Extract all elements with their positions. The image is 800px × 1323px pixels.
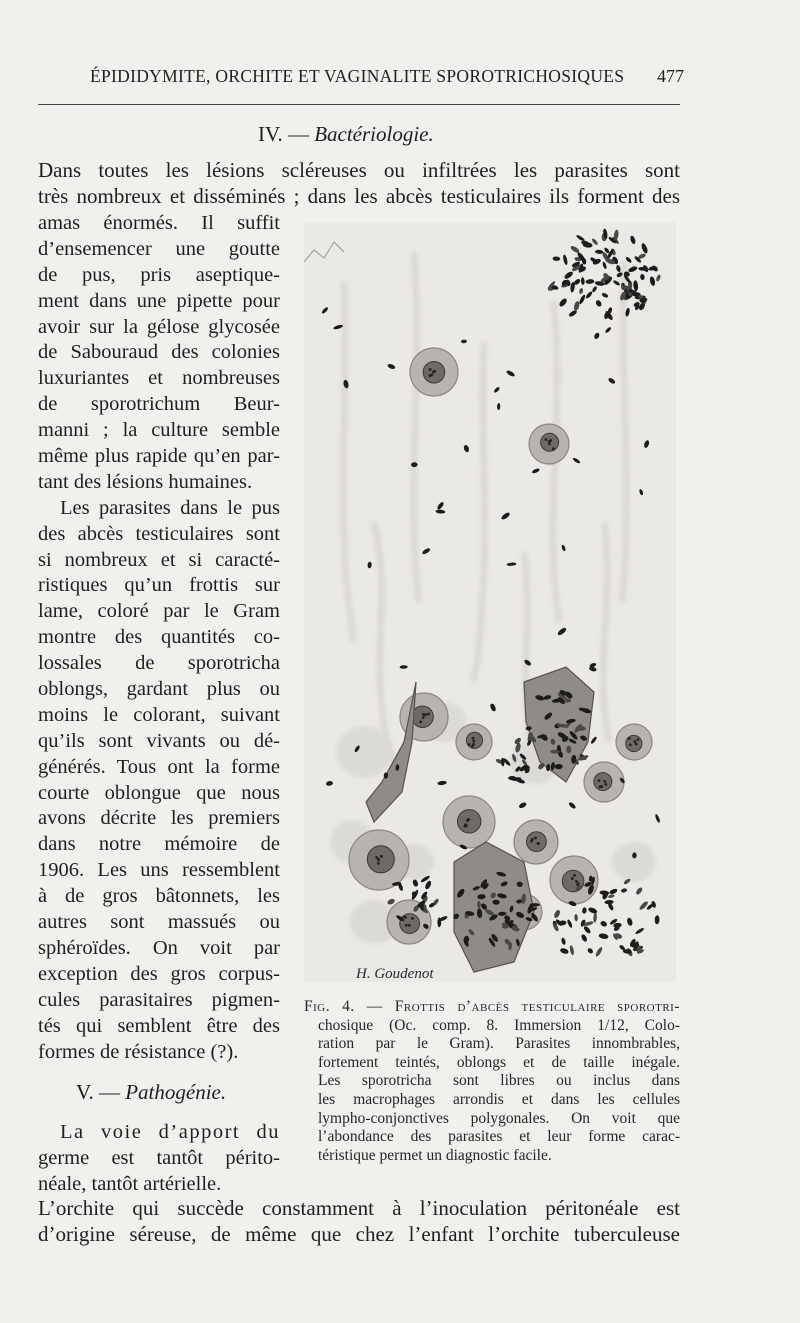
text-line: manni ; la culture semble bbox=[38, 419, 280, 442]
closing-line-2: d’origine séreuse, de même que chez l’enfant l’orchite tuberculeuse bbox=[38, 1222, 680, 1246]
section-title: Bactériologie. bbox=[314, 122, 434, 146]
text-line: lossales de sporotricha bbox=[38, 652, 280, 675]
text-line: ristiques qu’un frottis sur bbox=[38, 574, 280, 597]
text-line: de sporotrichum Beur- bbox=[38, 393, 280, 416]
macrophage-cell bbox=[456, 724, 492, 760]
text-line: germe est tantôt périto- bbox=[38, 1146, 280, 1169]
macrophage-cell bbox=[584, 762, 624, 802]
text-line: générés. Tous ont la forme bbox=[38, 755, 280, 778]
left-column-text bbox=[38, 211, 280, 1065]
text-line: dans notre mémoire de bbox=[38, 833, 280, 856]
section-numeral: V. — bbox=[76, 1080, 126, 1104]
section-title: Pathogénie. bbox=[125, 1080, 227, 1104]
text-line: néale, tantôt artérielle. bbox=[38, 1172, 222, 1195]
figure-caption bbox=[304, 998, 680, 1165]
closing-line-1: L’orchite qui succède constamment à l’inoculation péritonéale est bbox=[38, 1196, 680, 1220]
text-line: lame, coloré par le Gram bbox=[38, 600, 280, 623]
caption-line: chosique (Oc. comp. 8. Immersion 1/12, Colo- bbox=[318, 1016, 680, 1034]
text-line: amas énormés. Il suffit bbox=[38, 212, 280, 234]
sporotrichum-parasite bbox=[530, 903, 540, 907]
caption-line: Les sporotricha sont libres ou inclus dans bbox=[318, 1072, 680, 1090]
text-line: sphéroïdes. On voit par bbox=[38, 936, 280, 959]
caption-line: lympho-conjonctives polygonales. On voit que bbox=[318, 1109, 680, 1127]
text-line: des abcès testiculaires sont bbox=[38, 522, 280, 545]
pathogenie-text bbox=[38, 1120, 280, 1198]
text-line: avons décrite les premiers bbox=[38, 807, 280, 830]
micrograph-illustration bbox=[304, 222, 676, 982]
macrophage-cell bbox=[616, 724, 652, 760]
macrophage-cell bbox=[529, 424, 569, 464]
running-header bbox=[38, 62, 682, 92]
text-line: montre des quantités co- bbox=[38, 626, 280, 649]
text-line: oblongs, gardant plus ou bbox=[38, 678, 280, 701]
artist-signature: H. Goudenot bbox=[356, 966, 434, 982]
text-line: tant des lésions humaines. bbox=[38, 470, 253, 493]
text-line: exception des gros corpus- bbox=[38, 962, 280, 985]
text-line: si nombreux et si caracté- bbox=[38, 548, 280, 571]
header-rule bbox=[38, 104, 680, 105]
micrograph-drawing bbox=[304, 222, 676, 982]
section-numeral: IV. — bbox=[258, 122, 315, 146]
text-line: autres sont massués ou bbox=[38, 911, 280, 934]
caption-line: les macrophages arrondis et dans les cellules bbox=[318, 1090, 680, 1108]
text-line: Les parasites dans le pus bbox=[60, 496, 280, 519]
text-line: moins le colorant, suivant bbox=[38, 703, 280, 726]
text-line: même plus rapide qu’en par- bbox=[38, 445, 280, 468]
text-line: à de gros bâtonnets, les bbox=[38, 885, 280, 908]
caption-label: Fig. 4. — Frottis d’abcès testiculaire sporotri- bbox=[304, 998, 680, 1015]
running-title: ÉPIDIDYMITE, ORCHITE ET VAGINALITE SPOROTRICHOSIQUES bbox=[90, 66, 625, 86]
section-heading-bacteriologie bbox=[258, 122, 434, 147]
macrophage-cell bbox=[349, 830, 409, 890]
intro-line-1: Dans toutes les lésions scléreuses ou infiltrées les parasites sont bbox=[38, 158, 680, 182]
text-line: formes de résistance (?). bbox=[38, 1040, 239, 1063]
text-line: 1906. Les uns ressemblent bbox=[38, 859, 280, 882]
text-line: ment dans une pipette pour bbox=[38, 289, 280, 312]
macrophage-cell bbox=[514, 820, 558, 864]
text-line: luxuriantes et nombreuses bbox=[38, 367, 280, 390]
text-line: tés qui semblent être des bbox=[38, 1014, 280, 1037]
caption-line: ration par le Gram). Parasites innombrables, bbox=[318, 1035, 680, 1053]
text-line: avoir sur la gélose glycosée bbox=[38, 315, 280, 338]
caption-line: téristique permet un diagnostic facile. bbox=[318, 1146, 552, 1164]
text-line: d’ensemencer une goutte bbox=[38, 237, 280, 260]
text-line: La voie d’apport du bbox=[60, 1121, 280, 1143]
intro-line-2: très nombreux et disséminés ; dans les abcès testiculaires ils forment des bbox=[38, 184, 680, 208]
text-line: qu’ils sont vivants ou dé- bbox=[38, 729, 280, 752]
text-line: de Sabouraud des colonies bbox=[38, 341, 280, 364]
section-heading-pathogenie bbox=[76, 1080, 226, 1105]
text-line: de pus, pris aseptique- bbox=[38, 263, 280, 286]
caption-line: fortement teintés, oblongs et de taille inégale. bbox=[318, 1053, 680, 1071]
macrophage-cell bbox=[443, 796, 495, 848]
page-number: 477 bbox=[657, 66, 684, 86]
caption-line: l’abondance des parasites et leur forme carac- bbox=[318, 1128, 680, 1146]
macrophage-cell bbox=[410, 348, 458, 396]
text-line: courte oblongue que nous bbox=[38, 781, 280, 804]
text-line: cules parasitaires pigmen- bbox=[38, 988, 280, 1011]
